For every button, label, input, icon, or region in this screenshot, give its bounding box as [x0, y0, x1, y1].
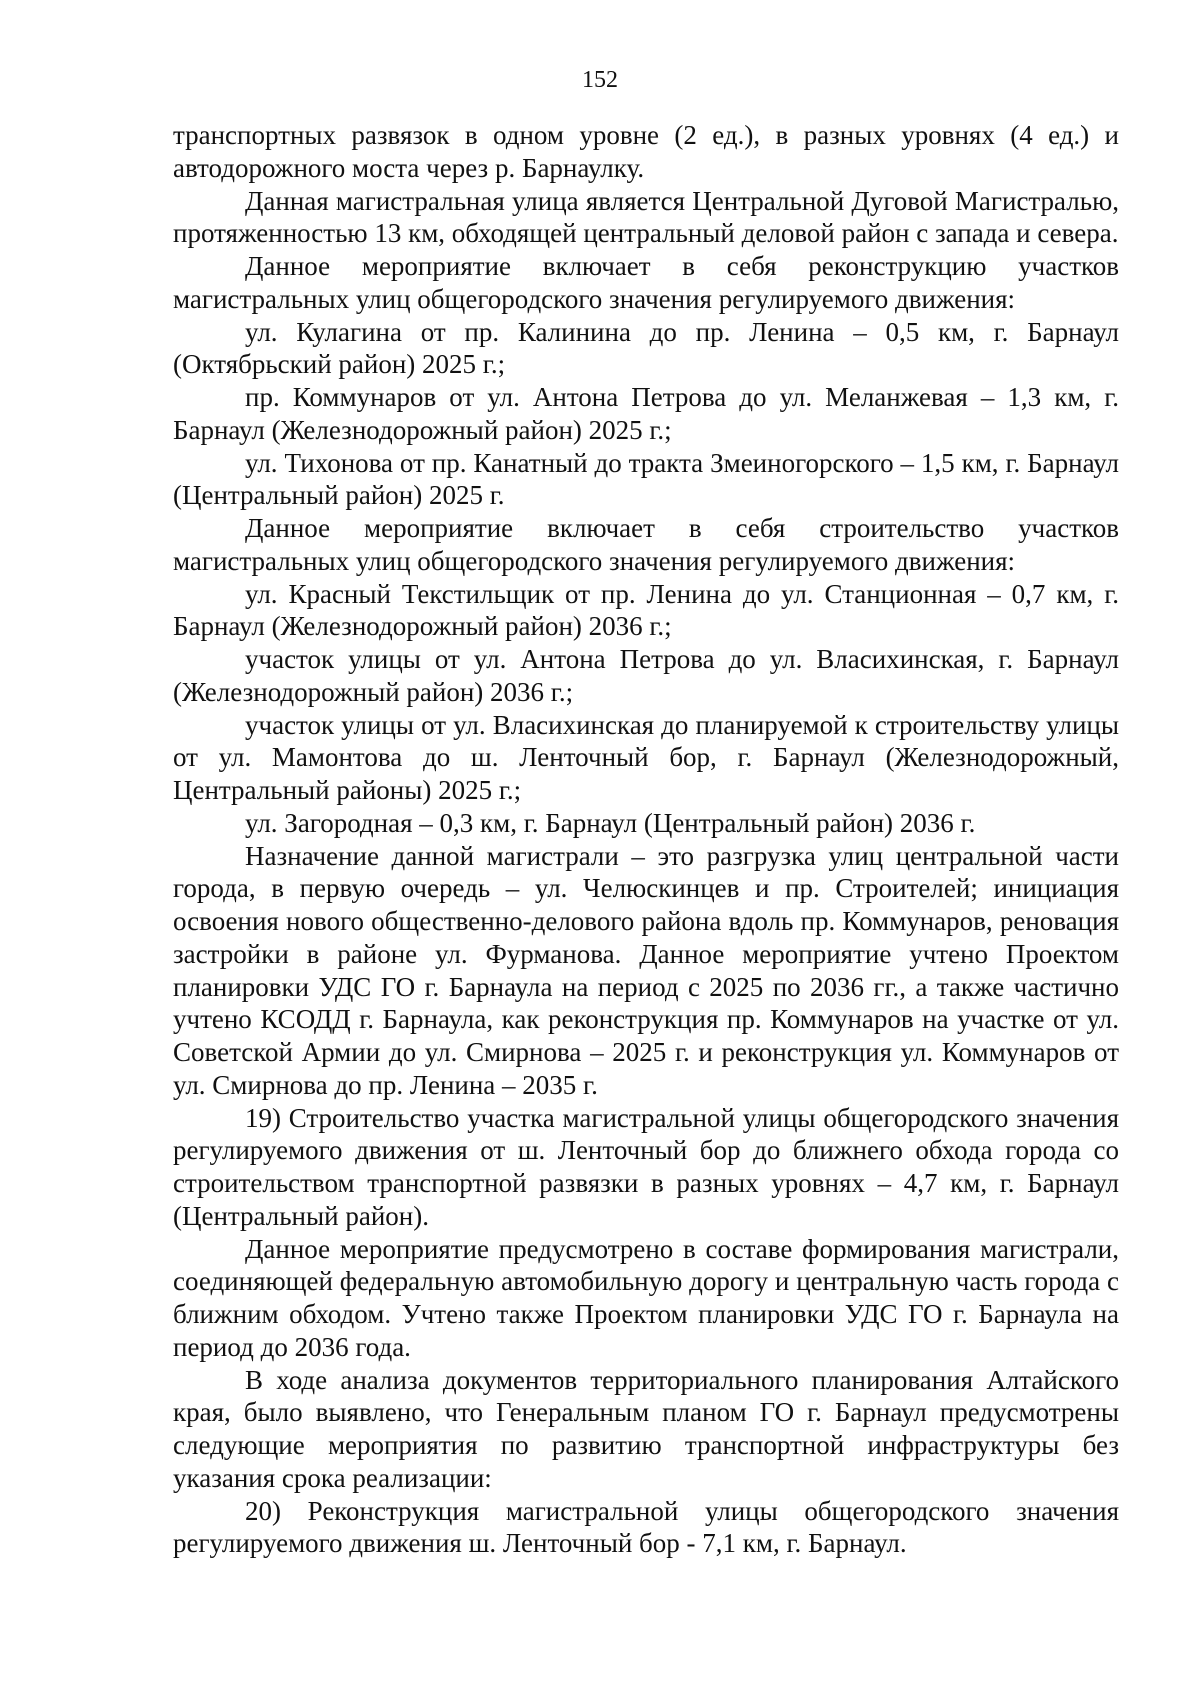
paragraph: Данное мероприятие предусмотрено в составе формирования магистрали, соединяющей федеральную автомобильную дорогу и центральную часть города с ближним обходом. Учтено также Проектом планировки УДС ГО г. Барнаула на период до 2036 года.	[173, 1233, 1119, 1362]
numbered-item: 19) Строительство участка магистральной улицы общегородского значения регулируемого движения от ш. Ленточный бор до ближнего обхода города со строительством транспортной развязки в разных уровнях – 4,7 км, г. Барнаул (Центральный район).	[173, 1102, 1119, 1231]
list-item: ул. Тихонова от пр. Канатный до тракта Змеиногорского – 1,5 км, г. Барнаул (Центральный район) 2025 г.	[173, 447, 1119, 511]
document-body	[173, 119, 1119, 1560]
numbered-item: 20) Реконструкция магистральной улицы общегородского значения регулируемого движения ш. Ленточный бор - 7,1 км, г. Барнаул.	[173, 1495, 1119, 1559]
list-item: ул. Красный Текстильщик от пр. Ленина до ул. Станционная – 0,7 км, г. Барнаул (Железнодорожный район) 2036 г.;	[173, 578, 1119, 642]
list-item: участок улицы от ул. Власихинская до планируемой к строительству улицы от ул. Мамонтова до ш. Ленточный бор, г. Барнаул (Железнодорожный, Центральный районы) 2025 г.;	[173, 709, 1119, 805]
list-item: ул. Кулагина от пр. Калинина до пр. Ленина – 0,5 км, г. Барнаул (Октябрьский район) 2025 г.;	[173, 316, 1119, 380]
page-number: 152	[582, 67, 618, 93]
paragraph: Назначение данной магистрали – это разгрузка улиц центральной части города, в первую очередь – ул. Челюскинцев и пр. Строителей; инициация освоения нового общественно-делового района вдоль пр. Коммунаров, реновация застройки в районе ул. Фурманова. Данное мероприятие учтено Проектом планировки УДС ГО г. Барнаула на период с 2025 по 2036 гг., а также частично учтено КСОДД г. Барнаула, как реконструкция пр. Коммунаров на участке от ул. Советской Армии до ул. Смирнова – 2025 г. и реконструкция ул. Коммунаров от ул. Смирнова до пр. Ленина – 2035 г.	[173, 840, 1119, 1100]
paragraph-continuation: транспортных развязок в одном уровне (2 ед.), в разных уровнях (4 ед.) и автодорожного моста через р. Барнаулку.	[173, 120, 1119, 183]
list-item: пр. Коммунаров от ул. Антона Петрова до ул. Меланжевая – 1,3 км, г. Барнаул (Железнодорожный район) 2025 г.;	[173, 382, 1119, 445]
paragraph: Данное мероприятие включает в себя строительство участков магистральных улиц общегородского значения регулируемого движения:	[173, 513, 1119, 576]
list-item: ул. Загородная – 0,3 км, г. Барнаул (Центральный район) 2036 г.	[245, 807, 976, 838]
paragraph: В ходе анализа документов территориального планирования Алтайского края, было выявлено, что Генеральным планом ГО г. Барнаул предусмотрены следующие мероприятия по развитию транспортной инфраструктуры без указания срока реализации:	[173, 1364, 1119, 1493]
paragraph: Данное мероприятие включает в себя реконструкцию участков магистральных улиц общегородского значения регулируемого движения:	[173, 251, 1119, 314]
list-item: участок улицы от ул. Антона Петрова до ул. Власихинская, г. Барнаул (Железнодорожный район) 2036 г.;	[173, 644, 1119, 707]
paragraph: Данная магистральная улица является Центральной Дуговой Магистралью, протяженностью 13 км, обходящей центральный деловой район с запада и севера.	[173, 185, 1119, 249]
